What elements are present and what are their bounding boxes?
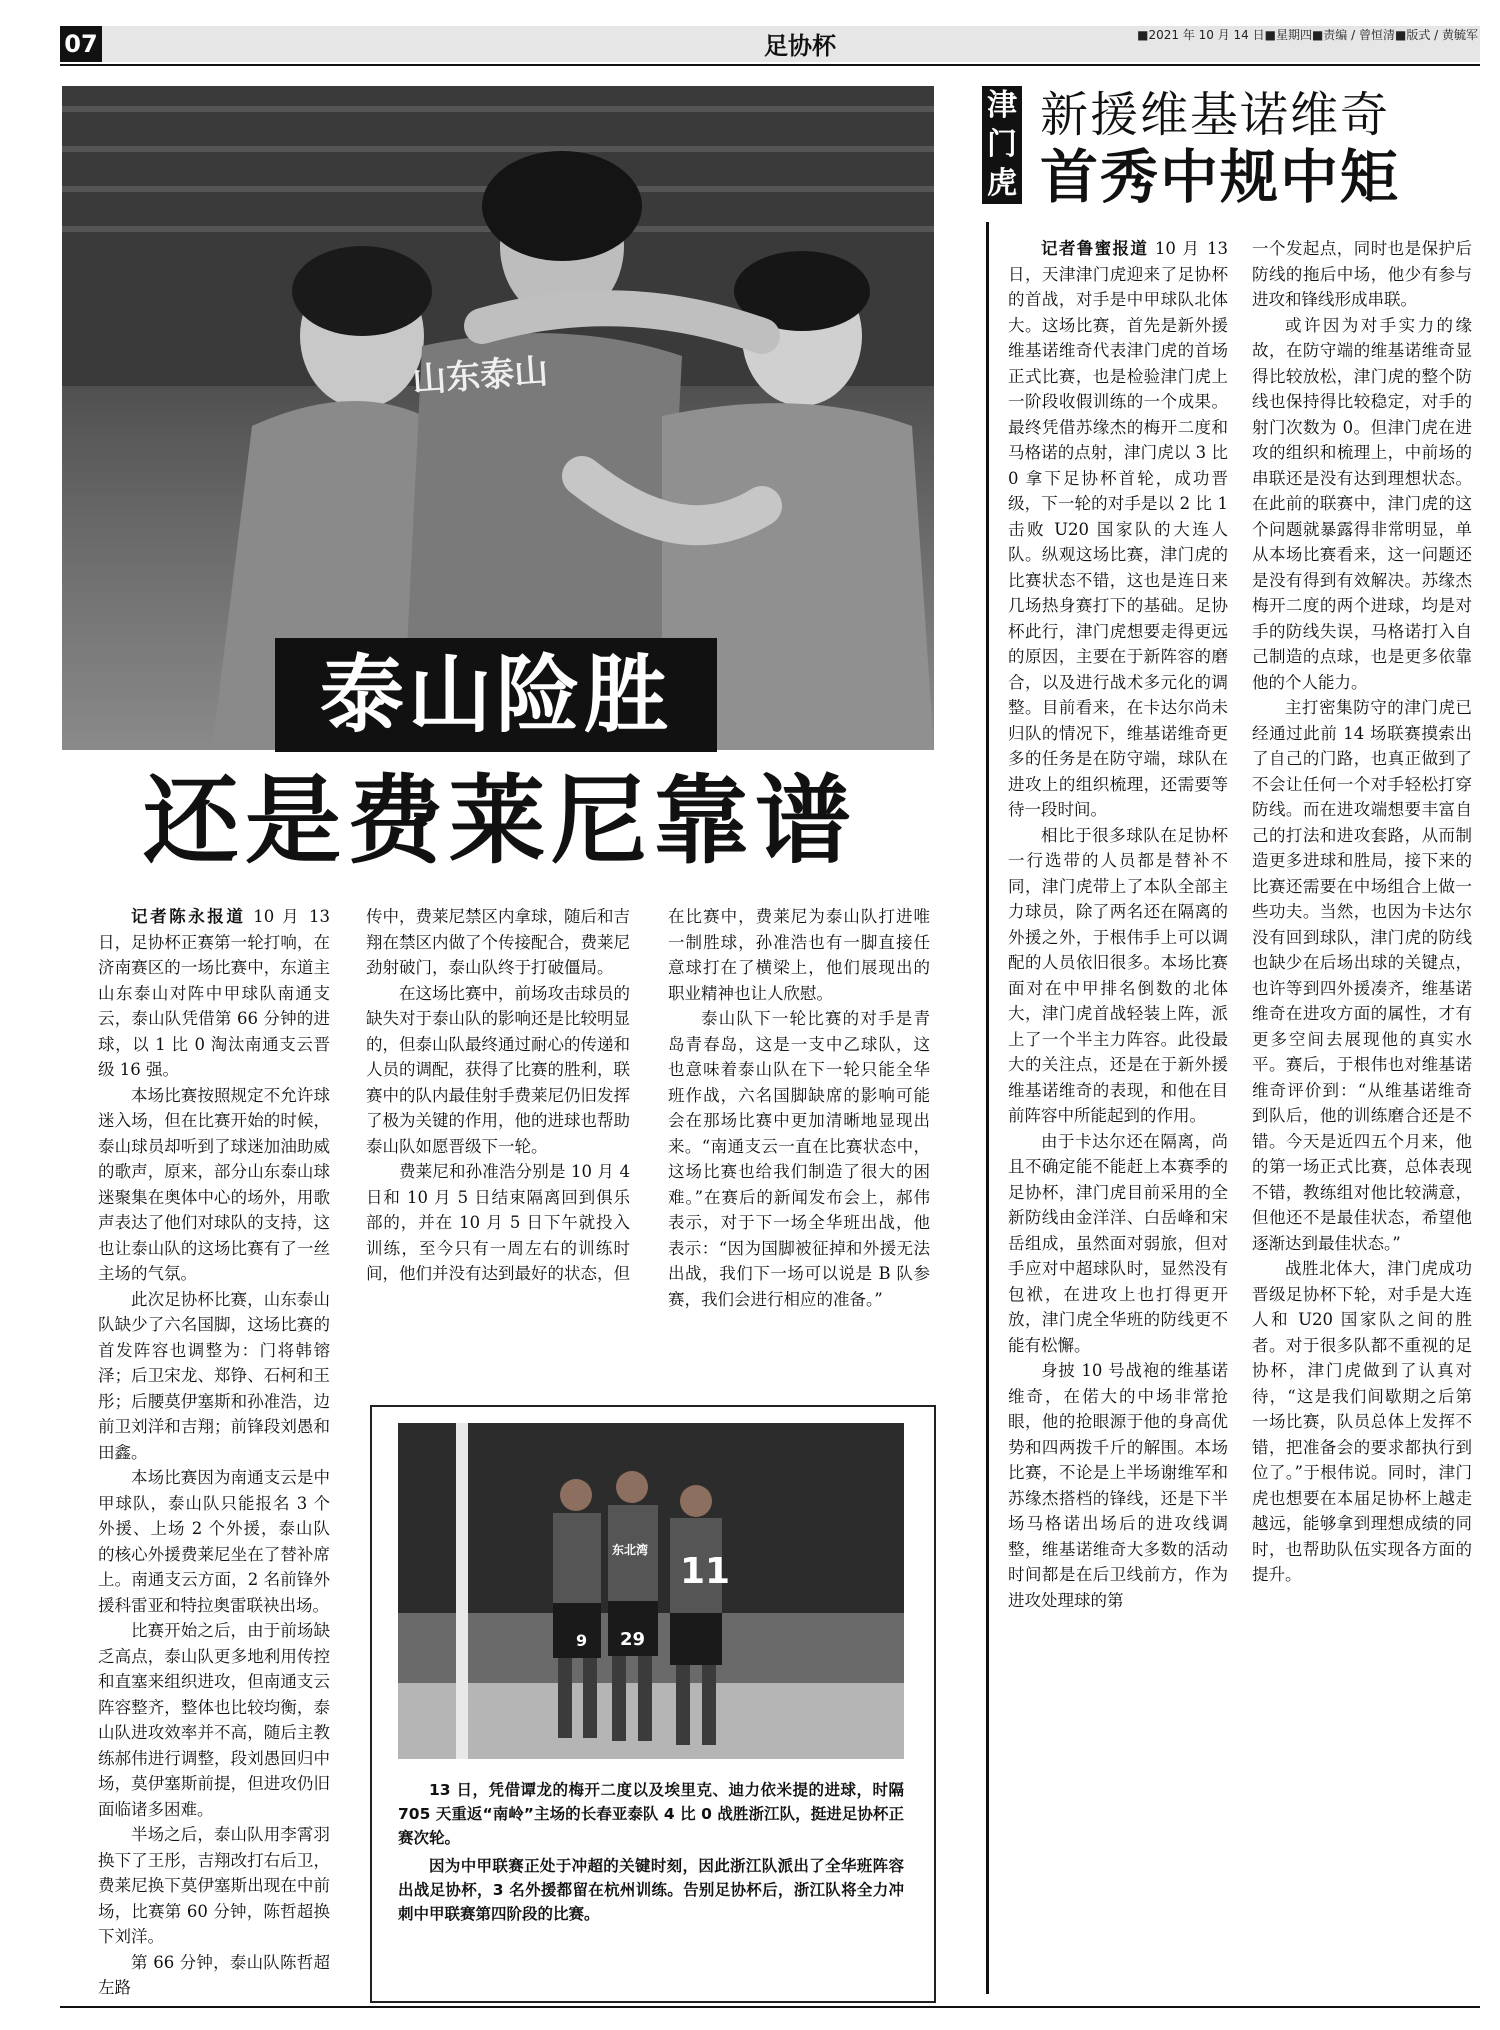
paragraph-text: 泰山队下一轮比赛的对手是青岛青春岛，这是一支中乙球队，这也意味着泰山队在下一轮只能全华班作战，六名国脚缺席的影响可能会在那场比赛中更加清晰地显现出来。“南通支云一直在比赛状态中，这场比赛也给我们制造了很大的困难。”在赛后的新闻发布会上，郝伟表示，对于下一场全华班出战，他表示：“因为国脚被征掉和外援无法出战，我们下一场可以说是 B 队参赛，我们会进行相应的准备。” (668, 1009, 930, 1309)
paragraph-text: 第 66 分钟，泰山队陈哲超左路 (98, 1952, 330, 1997)
headline-main: 还是费莱尼靠谱 (143, 764, 857, 877)
byline: 记者陈永报道 (131, 907, 246, 926)
article-paragraph (98, 1287, 330, 1466)
article-paragraph (1008, 1358, 1228, 1613)
article-paragraph (1008, 823, 1228, 1129)
kicker-char: 门 (987, 127, 1017, 162)
kicker-box (982, 86, 1022, 204)
inset-caption (398, 1778, 904, 1930)
article-paragraph (1252, 695, 1472, 1256)
paragraph-text: 费莱尼和孙准浩分别是 10 月 4 日和 10 月 5 日结束隔离回到俱乐部的，并在 10 月 5 日下午就投入训练，至今只有一周左右的训练时间，他们并没有达到最好的状态，但 (366, 1162, 630, 1283)
inset-caption-paragraph: 13 日，凭借谭龙的梅开二度以及埃里克、迪力依米提的进球，时隔 705 天重返“南岭”主场的长春亚泰队 4 比 0 战胜浙江队，挺进足协杯正赛次轮。 (398, 1781, 904, 1847)
jersey-number-29: 29 (620, 1629, 646, 1650)
header-rule (60, 64, 1480, 66)
paragraph-text: 本场比赛按照规定不允许球迷入场，但在比赛开始的时候，泰山球员却听到了球迷加油助威的歌声，原来，部分山东泰山球迷聚集在奥体中心的场外，用歌声表达了他们对球队的支持，这也让泰山队的这场比赛有了一丝主场的气氛。 (98, 1085, 330, 1283)
right-headline-1: 新援维基诺维奇 (1040, 87, 1391, 143)
article-paragraph (668, 1006, 930, 1312)
footer-rule (60, 2006, 1480, 2008)
kicker-char: 虎 (987, 166, 1017, 201)
byline: 记者鲁蜜报道 (1041, 239, 1149, 258)
column-divider (986, 222, 989, 1994)
inset-caption-paragraph: 因为中甲联赛正处于冲超的关键时刻，因此浙江队派出了全华班阵容出战足协杯，3 名外援都留在杭州训练。告别足协杯后，浙江队将全力冲刺中甲联赛第四阶段的比赛。 (398, 1857, 904, 1923)
paragraph-text: 一个发起点，同时也是保护后防线的拖后中场，他少有参与进攻和锋线形成串联。 (1252, 239, 1472, 309)
paragraph-text: 本场比赛因为南通支云是中甲球队，泰山队只能报名 3 个外援、上场 2 个外援，泰山队的核心外援费莱尼坐在了替补席上。南通支云方面，2 名前锋外援科雷亚和特拉奥雷联袂出场。 (98, 1468, 330, 1615)
inset-shirt-sponsor: 东北湾 (612, 1543, 649, 1557)
article-paragraph (98, 1083, 330, 1287)
paragraph-text: 在这场比赛中，前场攻击球员的缺失对于泰山队的影响还是比较明显的，但泰山队最终通过耐心的传递和人员的调配，获得了比赛的胜利，联赛中的队内最佳射手费莱尼仍旧发挥了极为关键的作用，他的进球也帮助泰山队如愿晋级下一轮。 (366, 983, 630, 1156)
section-title: 足协杯 (764, 32, 836, 60)
jersey-number-11: 11 (680, 1551, 731, 1592)
paragraph-text: 身披 10 号战袍的维基诺维奇，在偌大的中场非常抢眼，他的抢眼源于他的身高优势和四两拨千斤的解围。本场比赛，不论是上半场谢维军和苏缘杰搭档的锋线，还是下半场马格诺出场后的进攻线调整，维基诺维奇大多数的活动时间都是在后卫线前方，作为进攻处理球的第 (1008, 1361, 1228, 1610)
article-paragraph (366, 1159, 630, 1287)
article-paragraph (668, 904, 930, 1006)
right-headline-2: 首秀中规中矩 (1040, 143, 1401, 211)
article-paragraph (366, 904, 630, 981)
article-column-e (1252, 236, 1472, 1588)
paragraph-text: 在比赛中，费莱尼为泰山队打进唯一制胜球，孙准浩也有一脚直接任意球打在了横梁上，他们展现出的职业精神也让人欣慰。 (668, 907, 930, 1003)
paragraph-text: 10 月 13 日，天津津门虎迎来了足协杯的首战，对手是中甲球队北体大。这场比赛，首先是新外援维基诺维奇代表津门虎的首场正式比赛，也是检验津门虎上一阶段收假训练的一个成果。最终凭借苏缘杰的梅开二度和马格诺的点射，津门虎以 3 比 0 拿下足协杯首轮，成功晋级，下一轮的对手是以 2 比 1 击败 U20 国家队的大连人队。纵观这场比赛，津门虎的比赛状态不错，这也是连日来几场热身赛打下的基础。足协杯此行，津门虎想要走得更远的原因，主要在于新阵容的磨合，以及进行战术多元化的调整。目前看来，在卡达尔尚未归队的情况下，维基诺维奇更多的任务是在防守端，球队在进攻上的组织梳理，还需要等待一段时间。 (1008, 239, 1228, 819)
dateline: ■2021 年 10 月 14 日■星期四■责编 / 曾恒清■版式 / 黄毓军 (1137, 28, 1478, 42)
article-column-a (98, 904, 330, 2001)
paragraph-text: 战胜北体大，津门虎成功晋级足协杯下轮，对手是大连人和 U20 国家队之间的胜者。对于很多队都不重视的足协杯，津门虎做到了认真对待，“这是我们间歇期之后第一场比赛，队员总体上发挥不错，把准备会的要求都执行到位了。”于根伟说。同时，津门虎也想要在本届足协杯上越走越远，能够拿到理想成绩的同时，也帮助队伍实现各方面的提升。 (1252, 1259, 1472, 1584)
article-paragraph (366, 981, 630, 1160)
article-paragraph (1252, 313, 1472, 696)
headline-top: 泰山险胜 (319, 646, 672, 744)
article-paragraph (98, 1618, 330, 1822)
article-paragraph (1008, 236, 1228, 823)
paragraph-text: 半场之后，泰山队用李霄羽换下了王彤，吉翔改打右后卫，费莱尼换下莫伊塞斯出现在中前场，比赛第 60 分钟，陈哲超换下刘洋。 (98, 1825, 330, 1946)
article-paragraph (1252, 1256, 1472, 1588)
article-paragraph (1252, 236, 1472, 313)
paragraph-text: 10 月 13 日，足协杯正赛第一轮打响，在济南赛区的一场比赛中，东道主山东泰山对阵中甲球队南通支云，泰山队凭借第 66 分钟的进球，以 1 比 0 淘汰南通支云晋级 16 强。 (98, 907, 331, 1079)
article-column-d (1008, 236, 1228, 1613)
shirt-sponsor-text: 山东泰山 (411, 351, 550, 401)
jersey-number-9: 9 (576, 1631, 588, 1650)
paragraph-text: 传中，费莱尼禁区内拿球，随后和吉翔在禁区内做了个传接配合，费莱尼劲射破门，泰山队终于打破僵局。 (366, 907, 630, 977)
article-column-b (366, 904, 630, 1287)
paragraph-text: 相比于很多球队在足协杯一行选带的人员都是替补不同，津门虎带上了本队全部主力球员，除了两名还在隔离的外援之外，于根伟手上可以调配的人员依旧很多。本场比赛面对在中甲排名倒数的北体大，津门虎首战轻装上阵，派上了一个半主力阵容。此役最大的关注点，还是在于新外援维基诺维奇的表现，和他在目前阵容中所能起到的作用。 (1008, 825, 1228, 1125)
page-number: 07 (60, 26, 102, 62)
article-paragraph (1008, 1129, 1228, 1359)
article-column-c (668, 904, 930, 1312)
paragraph-text: 主打密集防守的津门虎已经通过此前 14 场联赛摸索出了自己的门路，也真正做到了不会让任何一个对手轻松打穿防线。而在进攻端想要丰富自己的打法和进攻套路，从而制造更多进球和胜局，接下来的比赛还需要在中场组合上做一些功夫。当然，也因为卡达尔没有回到球队，津门虎的防线也缺少在后场出球的关键点，也许等到四外援凑齐，维基诺维奇在进攻方面的属性，才有更多空间去展现他的真实水平。赛后，于根伟也对维基诺维奇评价到：“从维基诺维奇到队后，他的训练磨合还是不错。今天是近四五个月来，他的第一场正式比赛，总体表现不错，教练组对他比较满意，但他还不是最佳状态，希望他逐渐达到最佳状态。” (1252, 698, 1472, 1253)
article-paragraph (98, 1465, 330, 1618)
article-paragraph (98, 904, 330, 1083)
paragraph-text: 比赛开始之后，由于前场缺乏高点，泰山队更多地利用传控和直塞来组织进攻，但南通支云阵容整齐，整体也比较均衡，泰山队进攻效率并不高，随后主教练郝伟进行调整，段刘愚回归中场，莫伊塞斯前提，但进攻仍旧面临诸多困难。 (98, 1621, 330, 1819)
paragraph-text: 由于卡达尔还在隔离，尚且不确定能不能赶上本赛季的足协杯，津门虎目前采用的全新防线由金洋洋、白岳峰和宋岳组成，虽然面对弱旅，但对手应对中超球队时，显然没有包袱，在进攻上也打得更开放，津门虎全华班的防线更不能有松懈。 (1008, 1131, 1228, 1355)
paragraph-text: 此次足协杯比赛，山东泰山队缺少了六名国脚，这场比赛的首发阵容也调整为：门将韩镕泽；后卫宋龙、郑铮、石柯和王彤；后腰莫伊塞斯和孙准浩，边前卫刘洋和吉翔；前锋段刘愚和田鑫。 (98, 1289, 330, 1462)
inset-photo (398, 1423, 904, 1759)
article-paragraph (98, 1950, 330, 2001)
paragraph-text: 或许因为对手实力的缘故，在防守端的维基诺维奇显得比较放松，津门虎的整个防线也保持得比较稳定，对手的射门次数为 0。但津门虎在进攻的组织和梳理上，中前场的串联还是没有达到理想状态。在此前的联赛中，津门虎的这个问题就暴露得非常明显，单从本场比赛看来，这一问题还是没有得到有效解决。苏缘杰梅开二度的两个进球，均是对手的防线失误，马格诺打入自己制造的点球，也是更多依靠他的个人能力。 (1252, 315, 1472, 692)
article-paragraph (98, 1822, 330, 1950)
kicker-char: 津 (987, 88, 1017, 123)
